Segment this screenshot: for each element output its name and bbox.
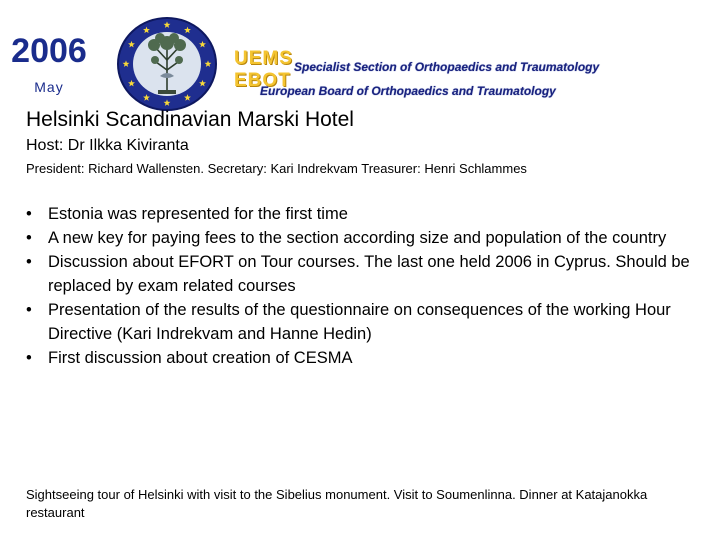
list-item [26, 250, 706, 298]
list-item [26, 346, 706, 370]
list-item [26, 226, 706, 250]
list-item-text: Discussion about EFORT on Tour courses. The last one held 2006 in Cyprus. Should be replaced by exam related courses [48, 253, 690, 295]
organization-banner [232, 50, 632, 102]
host-line: Host: Dr Ilkka Kiviranta [26, 137, 189, 154]
agenda-list [26, 202, 706, 370]
banner-line-bottom: European Board of Orthopaedics and Traumatology [260, 84, 556, 98]
list-item [26, 202, 706, 226]
list-item [26, 298, 706, 346]
uems-emblem-icon [116, 16, 218, 112]
list-item-text: First discussion about creation of CESMA [48, 349, 353, 367]
year-heading: 2006 [11, 32, 87, 70]
bullet-icon: • [26, 301, 32, 319]
bullet-icon: • [26, 229, 32, 247]
month-label: May [34, 79, 64, 95]
banner-line-top: Specialist Section of Orthopaedics and Traumatology [294, 60, 600, 74]
venue-heading: Helsinki Scandinavian Marski Hotel [26, 108, 354, 131]
bullet-icon: • [26, 253, 32, 271]
list-item-text: A new key for paying fees to the section according size and population of the country [48, 229, 667, 247]
bullet-icon: • [26, 349, 32, 367]
bullet-icon: • [26, 205, 32, 223]
list-item-text: Estonia was represented for the first time [48, 205, 348, 223]
banner-brand-top: UEMS [234, 48, 293, 69]
officers-line: President: Richard Wallensten. Secretary: Kari Indrekvam Treasurer: Henri Schlammes [26, 161, 527, 176]
list-item-text: Presentation of the results of the questionnaire on consequences of the working Hour Directive (Kari Indrekvam and Hanne Hedin) [48, 301, 671, 343]
social-program-note: Sightseeing tour of Helsinki with visit to the Sibelius monument. Visit to Soumenlinna. Dinner at Katajanokka restaurant [26, 487, 648, 520]
banner-brand-bottom: EBOT [234, 70, 291, 91]
